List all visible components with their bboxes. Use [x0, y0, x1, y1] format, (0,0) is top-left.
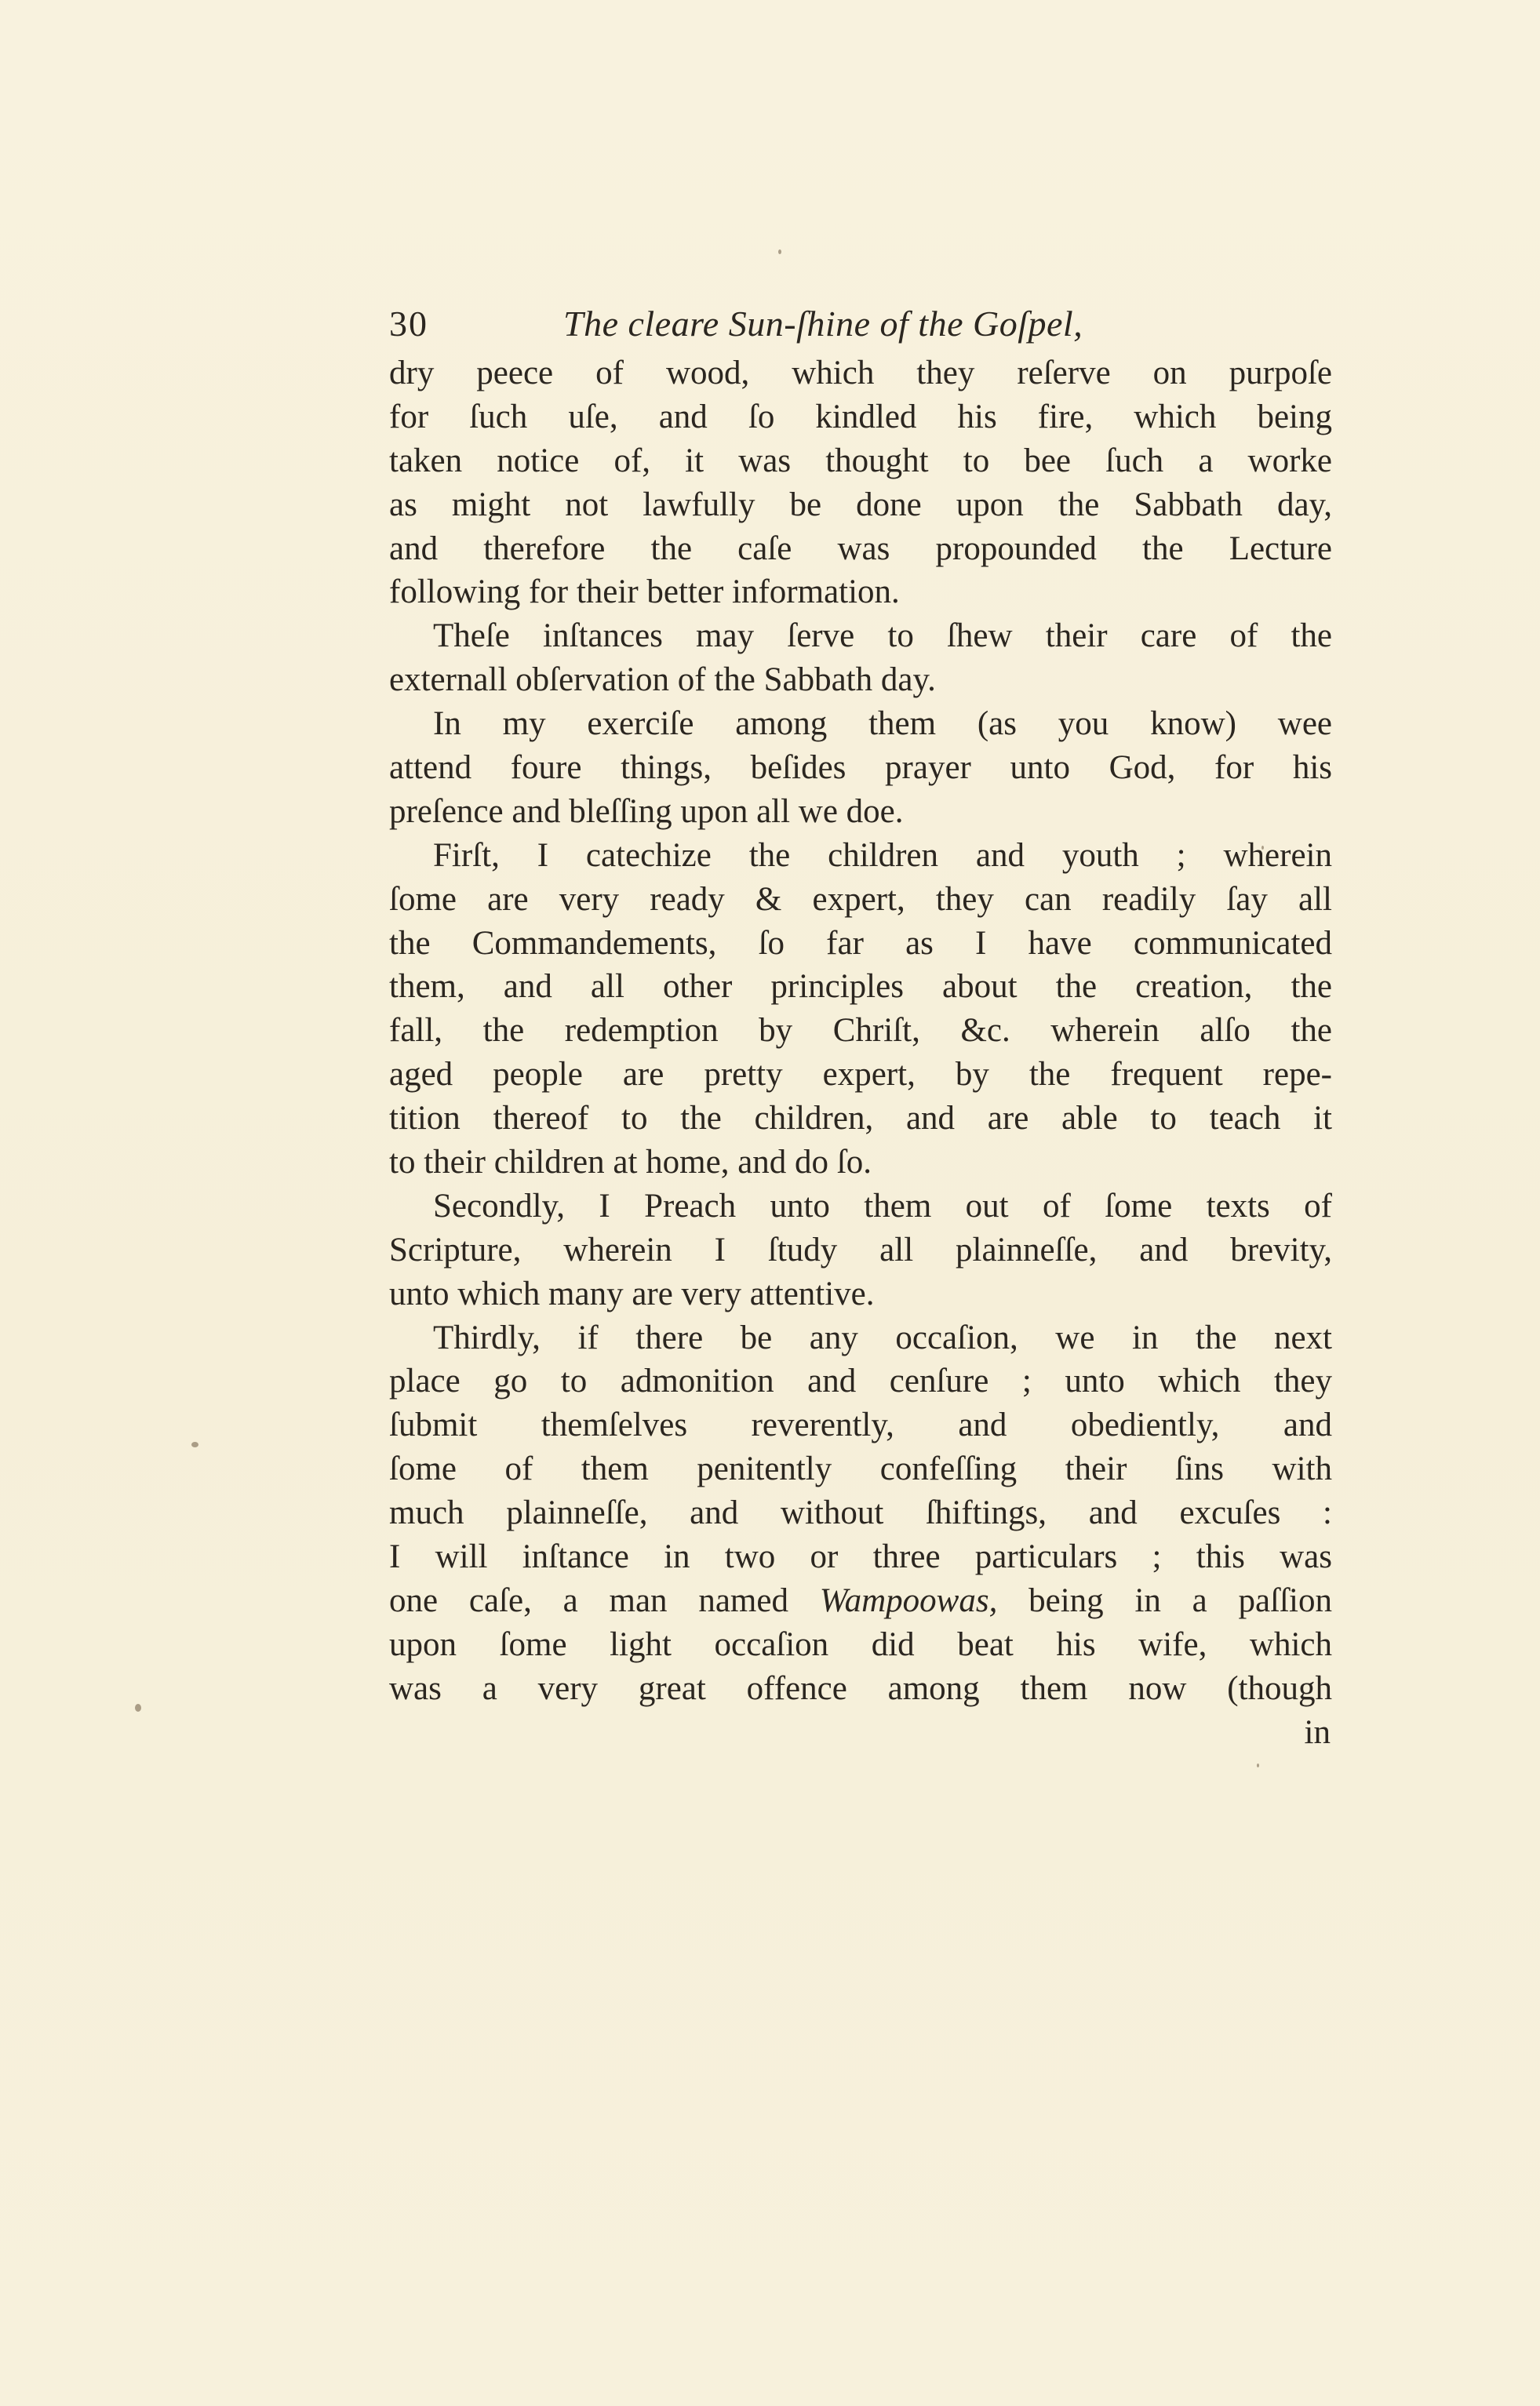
paper-speck	[1257, 1764, 1259, 1767]
text-line: dry peece of wood, which they reſerve on purpoſe	[389, 355, 1332, 391]
text-line: as might not lawfully be done upon the Sabbath day,	[389, 486, 1332, 523]
paper-speck	[135, 1704, 141, 1712]
body-text	[389, 351, 1332, 1755]
text-line: to their children at home, and do ſo.	[389, 1144, 872, 1181]
text-line: I will inſtance in two or three particulars ; this was	[389, 1538, 1332, 1576]
proper-name: Wampoowas,	[819, 1582, 998, 1619]
running-title: The cleare Sun-ſhine of the Goſpel,	[563, 304, 1083, 344]
catchword: in	[1304, 1713, 1331, 1751]
text-line: for ſuch uſe, and ſo kindled his fire, which being	[389, 398, 1332, 435]
paper-speck	[191, 1442, 198, 1447]
running-head	[389, 297, 1332, 351]
text-line: fall, the redemption by Chriſt, &c. wherein alſo the	[389, 1012, 1332, 1050]
text-fragment: being in a paſſion	[997, 1582, 1332, 1619]
text-line: Thirdly, if there be any occaſion, we in the next	[433, 1319, 1332, 1356]
text-line: preſence and bleſſing upon all we doe.	[389, 792, 904, 830]
text-line: Secondly, I Preach unto them out of ſome texts of	[433, 1187, 1332, 1225]
text-line: ſome are very ready & expert, they can readily ſay all	[389, 880, 1332, 918]
text-line: aged people are pretty expert, by the frequent repe-	[389, 1056, 1332, 1094]
text-line-with-name	[389, 1579, 1332, 1623]
text-line: place go to admonition and cenſure ; unto which they	[389, 1363, 1332, 1400]
text-fragment: one caſe, a man named	[389, 1582, 820, 1619]
text-line: was a very great offence among them now (though	[389, 1669, 1332, 1707]
text-line: upon ſome light occaſion did beat his wife, which	[389, 1625, 1332, 1663]
text-line: much plainneſſe, and without ſhiftings, and excuſes :	[389, 1494, 1332, 1532]
text-line: following for their better information.	[389, 573, 900, 611]
text-line: Theſe inſtances may ſerve to ſhew their care of the	[433, 617, 1332, 655]
text-line: ſubmit themſelves reverently, and obediently, and	[389, 1407, 1332, 1444]
text-line: In my exerciſe among them (as you know) wee	[433, 705, 1332, 743]
text-line: externall obſervation of the Sabbath day.	[389, 661, 936, 699]
text-line: them, and all other principles about the creation, the	[389, 968, 1332, 1006]
text-line: Firſt, I catechize the children and youth ; wherein	[433, 836, 1332, 874]
text-line: tition thereof to the children, and are able to teach it	[389, 1100, 1332, 1137]
text-line: unto which many are very attentive.	[389, 1275, 875, 1312]
paper-speck	[778, 249, 781, 254]
page-number: 30	[389, 304, 428, 344]
text-line: the Commandements, ſo far as I have communicated	[389, 924, 1332, 962]
text-line: taken notice of, it was thought to bee ſuch a worke	[389, 442, 1332, 479]
text-block	[389, 297, 1332, 1755]
text-line: attend foure things, beſides prayer unto God, for his	[389, 749, 1332, 787]
text-line: and therefore the caſe was propounded the Lecture	[389, 530, 1332, 567]
text-line: Scripture, wherein I ſtudy all plainneſſe, and brevity,	[389, 1231, 1332, 1269]
text-line: ſome of them penitently confeſſing their ſins with	[389, 1451, 1332, 1488]
